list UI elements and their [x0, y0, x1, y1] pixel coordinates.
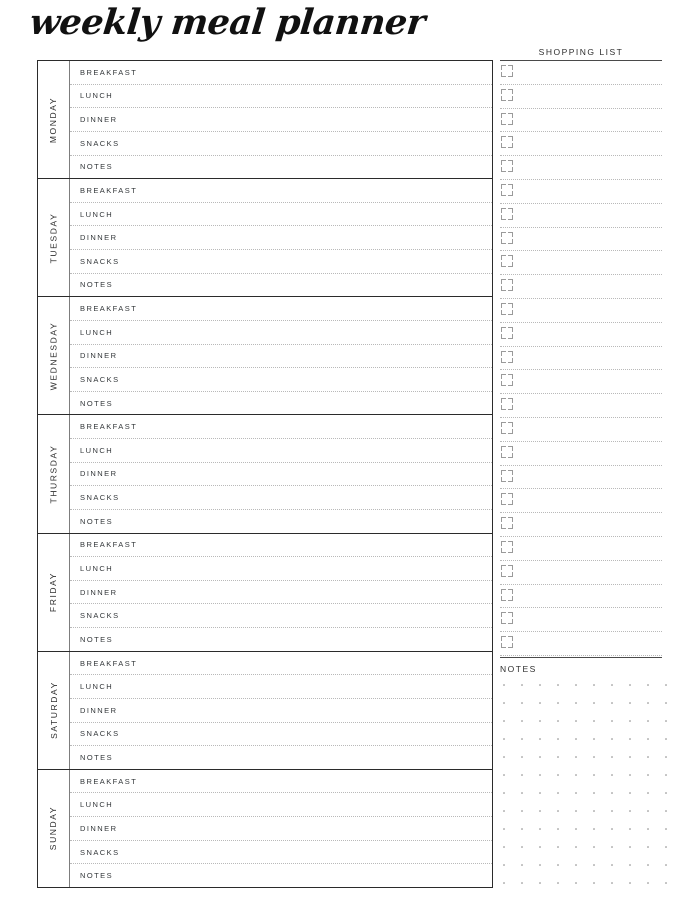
shopping-list-item[interactable]: [500, 513, 662, 537]
day-block-sunday: [38, 770, 492, 887]
meal-label: SNACKS: [80, 374, 120, 384]
meal-row[interactable]: [70, 321, 492, 345]
day-block-tuesday: [38, 179, 492, 297]
shopping-list-item[interactable]: [500, 132, 662, 156]
grid-dot: [557, 774, 559, 776]
meal-row[interactable]: [70, 604, 492, 628]
meal-row[interactable]: [70, 652, 492, 676]
meal-label: NOTES: [80, 516, 114, 526]
grid-dot: [629, 810, 631, 812]
shopping-list-item[interactable]: [500, 156, 662, 180]
grid-dot: [503, 702, 505, 704]
meal-row[interactable]: [70, 439, 492, 463]
checkbox-icon[interactable]: [501, 493, 513, 505]
meal-label: SNACKS: [80, 256, 120, 266]
meal-row[interactable]: [70, 864, 492, 887]
page-title: weekly meal planner: [27, 2, 427, 43]
meal-label: BREAKFAST: [80, 540, 138, 550]
grid-dot: [629, 684, 631, 686]
meal-label: BREAKFAST: [80, 422, 138, 432]
grid-dot: [539, 810, 541, 812]
checkbox-icon[interactable]: [501, 184, 513, 196]
meal-row[interactable]: [70, 628, 492, 651]
grid-dot: [611, 702, 613, 704]
checkbox-icon[interactable]: [501, 160, 513, 172]
grid-dot: [557, 756, 559, 758]
grid-dot: [665, 756, 667, 758]
day-label-cell: [38, 179, 70, 296]
grid-dot: [665, 684, 667, 686]
grid-dot: [611, 810, 613, 812]
shopping-list-item[interactable]: [500, 180, 662, 204]
grid-dot: [503, 828, 505, 830]
grid-dot: [647, 810, 649, 812]
meal-row[interactable]: [70, 793, 492, 817]
meal-label: LUNCH: [80, 327, 114, 337]
grid-dot: [539, 846, 541, 848]
checkbox-icon[interactable]: [501, 232, 513, 244]
grid-dot: [539, 756, 541, 758]
checkbox-icon[interactable]: [501, 65, 513, 77]
grid-dot: [629, 828, 631, 830]
grid-dot: [665, 702, 667, 704]
grid-dot: [557, 702, 559, 704]
grid-dot: [503, 684, 505, 686]
grid-dot: [611, 792, 613, 794]
meal-label: LUNCH: [80, 800, 114, 810]
day-block-friday: [38, 534, 492, 652]
grid-dot: [503, 756, 505, 758]
grid-dot: [647, 792, 649, 794]
shopping-list-item[interactable]: [500, 561, 662, 585]
checkbox-icon[interactable]: [501, 89, 513, 101]
grid-dot: [521, 702, 523, 704]
day-label: THURSDAY: [48, 444, 59, 504]
meal-row[interactable]: [70, 250, 492, 274]
checkbox-icon[interactable]: [501, 446, 513, 458]
grid-dot: [539, 792, 541, 794]
meal-label: BREAKFAST: [80, 304, 138, 314]
grid-dot: [593, 864, 595, 866]
meal-row[interactable]: [70, 557, 492, 581]
grid-dot: [521, 828, 523, 830]
shopping-list-item[interactable]: [500, 466, 662, 490]
shopping-list-item[interactable]: [500, 632, 662, 656]
grid-dot: [521, 792, 523, 794]
meal-label: NOTES: [80, 871, 114, 881]
grid-dot: [593, 756, 595, 758]
grid-dot: [629, 774, 631, 776]
meal-row[interactable]: [70, 817, 492, 841]
day-block-wednesday: [38, 297, 492, 415]
grid-dot: [557, 828, 559, 830]
notes-divider: [500, 657, 662, 658]
shopping-list-item[interactable]: [500, 489, 662, 513]
meal-rows: [70, 415, 492, 532]
meal-row[interactable]: [70, 179, 492, 203]
meal-row[interactable]: [70, 699, 492, 723]
checkbox-icon[interactable]: [501, 255, 513, 267]
grid-dot: [521, 738, 523, 740]
grid-dot: [611, 738, 613, 740]
grid-dot: [629, 756, 631, 758]
meal-rows: [70, 61, 492, 178]
meal-row[interactable]: [70, 463, 492, 487]
meal-label: SNACKS: [80, 138, 120, 148]
meal-label: SNACKS: [80, 611, 120, 621]
grid-dot: [575, 756, 577, 758]
checkbox-icon[interactable]: [501, 279, 513, 291]
grid-dot: [575, 864, 577, 866]
grid-dot: [593, 702, 595, 704]
meal-label: DINNER: [80, 351, 118, 361]
checkbox-icon[interactable]: [501, 589, 513, 601]
meal-rows: [70, 534, 492, 651]
grid-dot: [647, 756, 649, 758]
checkbox-icon[interactable]: [501, 351, 513, 363]
meal-label: SNACKS: [80, 493, 120, 503]
shopping-list-item[interactable]: [500, 442, 662, 466]
checkbox-icon[interactable]: [501, 398, 513, 410]
notes-title: NOTES: [500, 664, 537, 674]
meal-row[interactable]: [70, 770, 492, 794]
shopping-list-item[interactable]: [500, 323, 662, 347]
grid-dot: [629, 882, 631, 884]
weekly-planner-table: [37, 60, 493, 888]
grid-dot: [521, 684, 523, 686]
meal-label: LUNCH: [80, 564, 114, 573]
grid-dot: [539, 828, 541, 830]
day-block-saturday: [38, 652, 492, 770]
grid-dot: [521, 756, 523, 758]
grid-dot: [611, 882, 613, 884]
grid-dot: [557, 720, 559, 722]
grid-dot: [503, 810, 505, 812]
grid-dot: [503, 882, 505, 884]
grid-dot: [593, 792, 595, 794]
grid-dot: [557, 684, 559, 686]
meal-row[interactable]: [70, 581, 492, 605]
meal-row[interactable]: [70, 156, 492, 179]
meal-label: DINNER: [80, 115, 118, 125]
grid-dot: [539, 774, 541, 776]
meal-rows: [70, 770, 492, 887]
grid-dot: [521, 774, 523, 776]
grid-dot: [521, 720, 523, 722]
grid-dot: [521, 864, 523, 866]
grid-dot: [629, 702, 631, 704]
grid-dot: [593, 774, 595, 776]
meal-row[interactable]: [70, 297, 492, 321]
grid-dot: [575, 684, 577, 686]
meal-label: DINNER: [80, 469, 118, 479]
shopping-list-item[interactable]: [500, 275, 662, 299]
meal-label: NOTES: [80, 398, 114, 408]
meal-row[interactable]: [70, 723, 492, 747]
day-block-monday: [38, 61, 492, 179]
grid-dot: [539, 684, 541, 686]
meal-label: BREAKFAST: [80, 658, 138, 668]
meal-label: LUNCH: [80, 209, 114, 219]
grid-dot: [539, 738, 541, 740]
grid-dot: [521, 810, 523, 812]
shopping-list-title: SHOPPING LIST: [538, 47, 624, 57]
notes-dot-grid[interactable]: [500, 680, 662, 892]
shopping-list-item[interactable]: [500, 228, 662, 252]
grid-dot: [665, 864, 667, 866]
meal-row[interactable]: [70, 675, 492, 699]
day-label-cell: [38, 534, 70, 651]
shopping-list-item[interactable]: [500, 299, 662, 323]
checkbox-icon[interactable]: [501, 374, 513, 386]
meal-row[interactable]: [70, 368, 492, 392]
meal-label: NOTES: [80, 280, 114, 290]
meal-row[interactable]: [70, 108, 492, 132]
grid-dot: [629, 738, 631, 740]
grid-dot: [575, 774, 577, 776]
grid-dot: [539, 702, 541, 704]
grid-dot: [575, 738, 577, 740]
grid-dot: [503, 864, 505, 866]
grid-dot: [629, 846, 631, 848]
grid-dot: [539, 720, 541, 722]
checkbox-icon[interactable]: [501, 565, 513, 577]
shopping-list-item[interactable]: [500, 347, 662, 371]
shopping-list-section: [500, 47, 662, 656]
grid-dot: [665, 774, 667, 776]
grid-dot: [575, 846, 577, 848]
grid-dot: [611, 684, 613, 686]
meal-row[interactable]: [70, 746, 492, 769]
grid-dot: [647, 684, 649, 686]
shopping-list-item[interactable]: [500, 394, 662, 418]
meal-label: LUNCH: [80, 682, 114, 692]
shopping-list-item[interactable]: [500, 61, 662, 85]
grid-dot: [647, 882, 649, 884]
checkbox-icon[interactable]: [501, 208, 513, 220]
grid-dot: [665, 720, 667, 722]
grid-dot: [665, 846, 667, 848]
checkbox-icon[interactable]: [501, 422, 513, 434]
meal-row[interactable]: [70, 392, 492, 415]
meal-label: NOTES: [80, 753, 114, 763]
grid-dot: [539, 864, 541, 866]
day-label: TUESDAY: [48, 212, 59, 264]
meal-label: BREAKFAST: [80, 776, 138, 786]
meal-label: NOTES: [80, 162, 114, 172]
grid-dot: [647, 738, 649, 740]
checkbox-icon[interactable]: [501, 327, 513, 339]
grid-dot: [593, 882, 595, 884]
grid-dot: [611, 846, 613, 848]
meal-row[interactable]: [70, 203, 492, 227]
meal-row[interactable]: [70, 61, 492, 85]
meal-label: DINNER: [80, 705, 118, 715]
shopping-list-item[interactable]: [500, 251, 662, 275]
meal-row[interactable]: [70, 345, 492, 369]
notes-section: [500, 657, 662, 897]
meal-label: LUNCH: [80, 91, 114, 101]
meal-row[interactable]: [70, 841, 492, 865]
day-label-cell: [38, 770, 70, 887]
shopping-list-item[interactable]: [500, 204, 662, 228]
meal-row[interactable]: [70, 510, 492, 533]
grid-dot: [665, 810, 667, 812]
day-label: MONDAY: [48, 96, 59, 143]
grid-dot: [665, 792, 667, 794]
grid-dot: [575, 828, 577, 830]
grid-dot: [557, 882, 559, 884]
grid-dot: [539, 882, 541, 884]
grid-dot: [611, 774, 613, 776]
grid-dot: [575, 702, 577, 704]
grid-dot: [503, 792, 505, 794]
checkbox-icon[interactable]: [501, 517, 513, 529]
checkbox-icon[interactable]: [501, 136, 513, 148]
grid-dot: [593, 810, 595, 812]
meal-rows: [70, 179, 492, 296]
grid-dot: [575, 882, 577, 884]
grid-dot: [665, 882, 667, 884]
shopping-list-item[interactable]: [500, 370, 662, 394]
shopping-list-rows: [500, 61, 662, 656]
shopping-list-item[interactable]: [500, 585, 662, 609]
grid-dot: [647, 702, 649, 704]
grid-dot: [611, 828, 613, 830]
grid-dot: [593, 828, 595, 830]
meal-label: DINNER: [80, 587, 118, 597]
grid-dot: [503, 774, 505, 776]
grid-dot: [593, 846, 595, 848]
day-label-cell: [38, 297, 70, 414]
meal-rows: [70, 297, 492, 414]
grid-dot: [647, 864, 649, 866]
meal-label: NOTES: [80, 634, 114, 644]
grid-dot: [593, 684, 595, 686]
meal-row[interactable]: [70, 132, 492, 156]
meal-label: BREAKFAST: [80, 185, 138, 195]
day-label-cell: [38, 415, 70, 532]
checkbox-icon[interactable]: [501, 541, 513, 553]
shopping-list-item[interactable]: [500, 85, 662, 109]
grid-dot: [557, 792, 559, 794]
grid-dot: [629, 864, 631, 866]
grid-dot: [575, 792, 577, 794]
checkbox-icon[interactable]: [501, 303, 513, 315]
day-label: SATURDAY: [48, 681, 59, 740]
checkbox-icon[interactable]: [501, 113, 513, 125]
meal-label: SNACKS: [80, 847, 120, 857]
grid-dot: [503, 846, 505, 848]
shopping-list-item[interactable]: [500, 109, 662, 133]
day-label: WEDNESDAY: [48, 321, 59, 391]
checkbox-icon[interactable]: [501, 636, 513, 648]
day-label: FRIDAY: [48, 572, 59, 613]
meal-label: DINNER: [80, 823, 118, 833]
grid-dot: [665, 828, 667, 830]
grid-dot: [647, 720, 649, 722]
grid-dot: [665, 738, 667, 740]
meal-label: BREAKFAST: [80, 67, 138, 77]
shopping-list-item[interactable]: [500, 608, 662, 632]
grid-dot: [611, 756, 613, 758]
day-label-cell: [38, 61, 70, 178]
day-block-thursday: [38, 415, 492, 533]
grid-dot: [575, 810, 577, 812]
grid-dot: [503, 738, 505, 740]
grid-dot: [557, 738, 559, 740]
day-label-cell: [38, 652, 70, 769]
meal-row[interactable]: [70, 274, 492, 297]
day-label: SUNDAY: [48, 806, 59, 851]
grid-dot: [575, 720, 577, 722]
meal-rows: [70, 652, 492, 769]
meal-row[interactable]: [70, 226, 492, 250]
grid-dot: [629, 792, 631, 794]
grid-dot: [647, 846, 649, 848]
grid-dot: [611, 720, 613, 722]
shopping-list-item[interactable]: [500, 418, 662, 442]
grid-dot: [521, 882, 523, 884]
grid-dot: [647, 774, 649, 776]
meal-row[interactable]: [70, 486, 492, 510]
grid-dot: [611, 864, 613, 866]
meal-row[interactable]: [70, 85, 492, 109]
grid-dot: [521, 846, 523, 848]
grid-dot: [557, 810, 559, 812]
grid-dot: [503, 720, 505, 722]
meal-row[interactable]: [70, 415, 492, 439]
checkbox-icon[interactable]: [501, 612, 513, 624]
grid-dot: [647, 828, 649, 830]
grid-dot: [629, 720, 631, 722]
grid-dot: [593, 738, 595, 740]
meal-row[interactable]: [70, 534, 492, 558]
grid-dot: [593, 720, 595, 722]
grid-dot: [557, 846, 559, 848]
meal-label: DINNER: [80, 233, 118, 243]
meal-label: LUNCH: [80, 445, 114, 455]
grid-dot: [557, 864, 559, 866]
checkbox-icon[interactable]: [501, 470, 513, 482]
meal-label: SNACKS: [80, 729, 120, 739]
shopping-list-item[interactable]: [500, 537, 662, 561]
